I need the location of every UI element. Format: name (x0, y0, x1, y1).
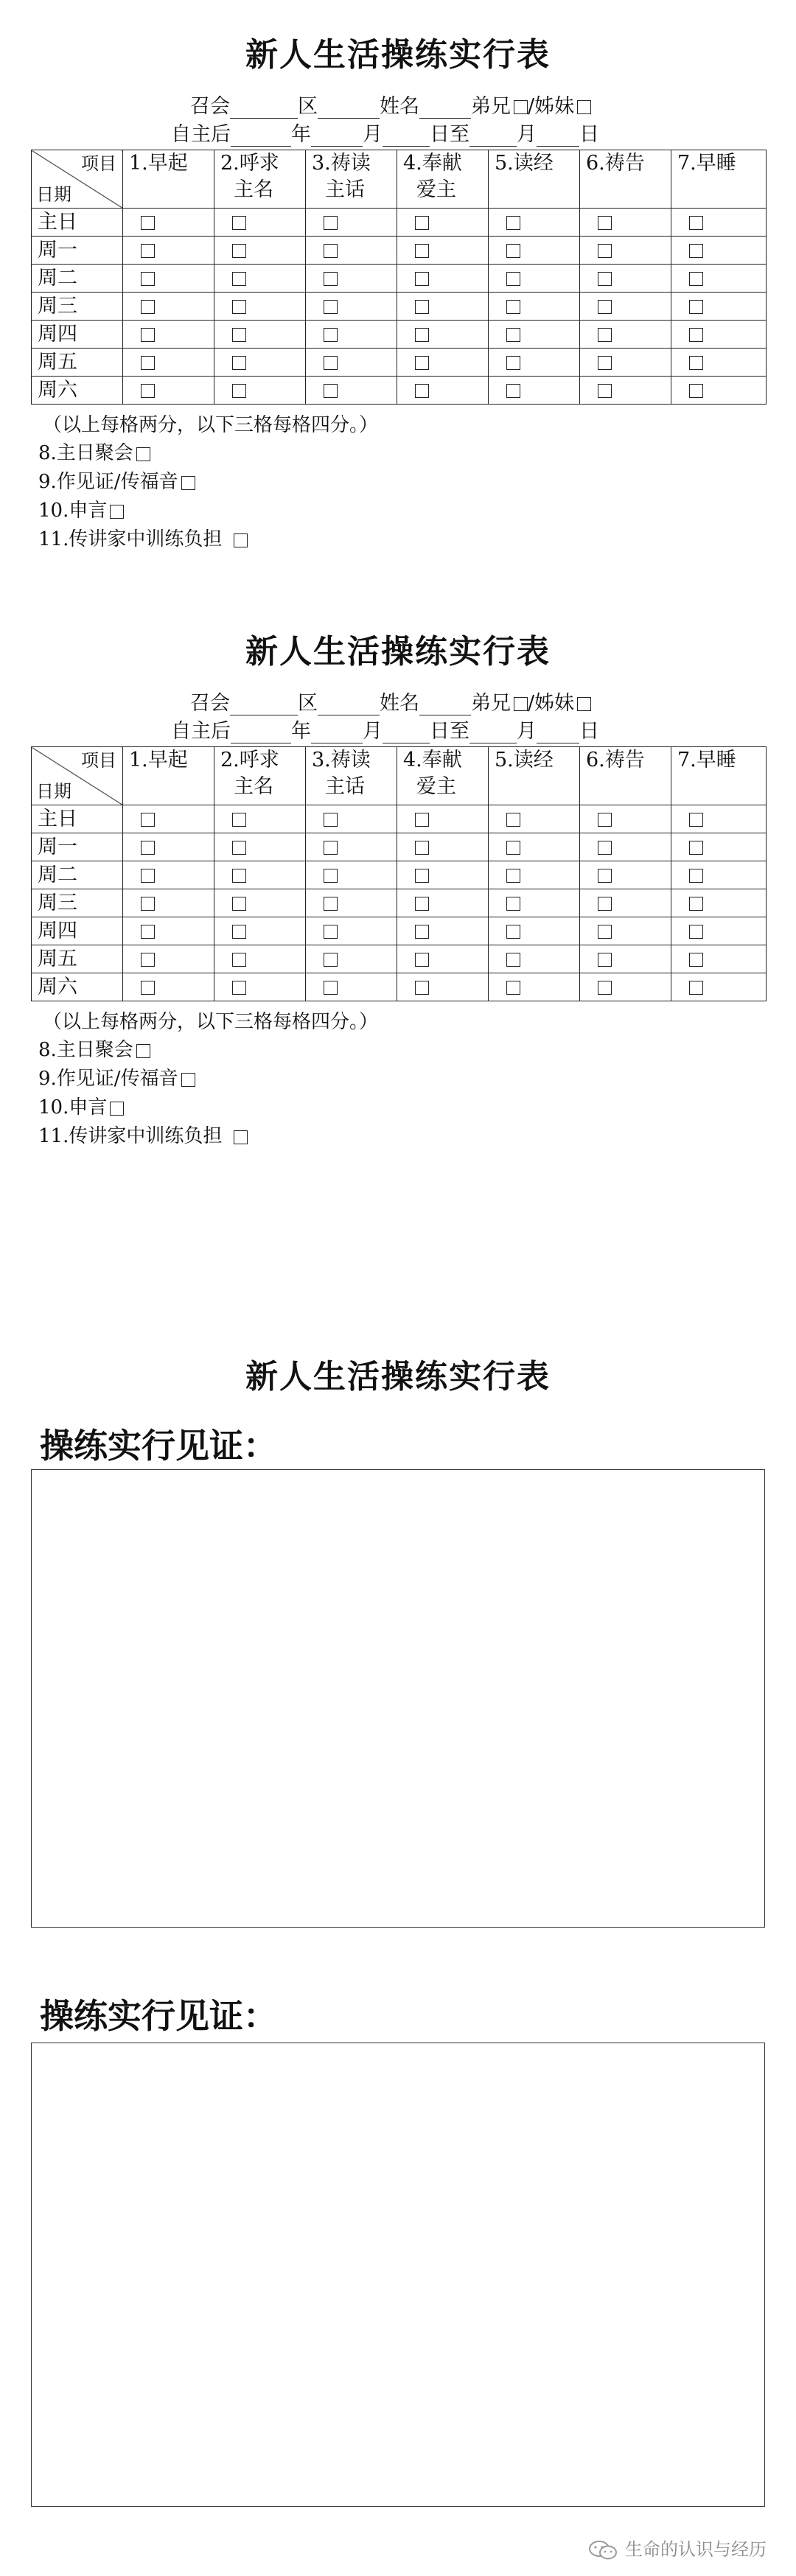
witness-page-title: 新人生活操练实行表 (245, 1358, 551, 1396)
checkbox[interactable] (232, 300, 246, 314)
checkbox[interactable] (324, 813, 338, 827)
sister-checkbox[interactable] (577, 697, 591, 711)
checkbox[interactable] (232, 272, 246, 286)
extra-item: 10.申言 (38, 495, 124, 522)
day-label: 周二 (32, 265, 123, 293)
checkbox[interactable] (415, 813, 429, 827)
brother-checkbox[interactable] (514, 100, 528, 114)
checkbox[interactable] (141, 356, 155, 370)
checkbox[interactable] (232, 841, 246, 855)
table-row (32, 209, 767, 237)
checkbox[interactable] (232, 953, 246, 967)
checkbox[interactable] (141, 953, 155, 967)
extra-item: 11.传讲家中训练负担 (38, 1121, 248, 1148)
practice-table-2 (31, 746, 767, 1001)
checkbox[interactable] (232, 216, 246, 230)
checkbox[interactable] (415, 869, 429, 883)
checkbox[interactable] (324, 981, 338, 995)
checkbox[interactable] (324, 216, 338, 230)
checkbox[interactable] (689, 384, 703, 398)
day-label: 主日 (32, 805, 123, 833)
checkbox[interactable] (598, 300, 612, 314)
checkbox[interactable] (232, 328, 246, 342)
checkbox[interactable] (415, 953, 429, 967)
table-row (32, 293, 767, 321)
checkbox[interactable] (110, 1102, 124, 1116)
checkbox[interactable] (506, 300, 520, 314)
header-cell: 1.早起 (123, 150, 214, 209)
checkbox[interactable] (506, 925, 520, 939)
checkbox[interactable] (141, 925, 155, 939)
checkbox[interactable] (324, 841, 338, 855)
wechat-icon (588, 2540, 618, 2561)
header-cell: 6.祷告 (580, 747, 671, 805)
header-cell: 5.读经 (489, 150, 580, 209)
checkbox[interactable] (415, 925, 429, 939)
checkbox[interactable] (689, 813, 703, 827)
checkbox[interactable] (598, 328, 612, 342)
checkbox[interactable] (324, 300, 338, 314)
checkbox[interactable] (598, 356, 612, 370)
checkbox[interactable] (324, 356, 338, 370)
header-cell: 2.呼求 主名 (214, 150, 306, 209)
checkbox[interactable] (141, 216, 155, 230)
checkbox[interactable] (506, 384, 520, 398)
table-row (32, 237, 767, 265)
scoring-note: （以上每格两分，以下三格每格四分。） (43, 1011, 379, 1033)
checkbox[interactable] (689, 356, 703, 370)
checkbox[interactable] (141, 244, 155, 258)
checkbox[interactable] (415, 897, 429, 911)
checkbox[interactable] (324, 328, 338, 342)
checkbox[interactable] (598, 244, 612, 258)
header-cell: 6.祷告 (580, 150, 671, 209)
table-row (32, 973, 767, 1001)
table-row (32, 349, 767, 377)
header-cell: 4.奉献 爱主 (397, 150, 489, 209)
witness-box-2[interactable] (31, 2043, 765, 2507)
table-row (32, 805, 767, 833)
checkbox[interactable] (181, 1073, 195, 1087)
checkbox[interactable] (232, 384, 246, 398)
day-label: 周二 (32, 861, 123, 889)
checkbox[interactable] (415, 244, 429, 258)
checkbox[interactable] (232, 244, 246, 258)
checkbox[interactable] (136, 447, 150, 461)
checkbox[interactable] (141, 384, 155, 398)
checkbox[interactable] (598, 925, 612, 939)
checkbox[interactable] (324, 897, 338, 911)
header-cell: 7.早睡 (671, 150, 767, 209)
checkbox[interactable] (689, 244, 703, 258)
extra-item: 9.作见证/传福音 (38, 1063, 195, 1091)
info-line-1: 召会 区 姓名 弟兄 /姊妹 (190, 90, 591, 119)
checkbox[interactable] (141, 981, 155, 995)
checkbox[interactable] (324, 384, 338, 398)
checkbox[interactable] (689, 300, 703, 314)
header-cell: 1.早起 (123, 747, 214, 805)
checkbox[interactable] (136, 1044, 150, 1058)
checkbox[interactable] (110, 505, 124, 519)
checkbox[interactable] (689, 216, 703, 230)
witness-label-2: 操练实行见证： (40, 1996, 277, 2036)
info-line-1: 召会 区 姓名 弟兄 /姊妹 (190, 687, 591, 715)
checkbox[interactable] (689, 925, 703, 939)
checkbox[interactable] (415, 841, 429, 855)
checkbox[interactable] (598, 869, 612, 883)
checkbox[interactable] (506, 244, 520, 258)
checkbox[interactable] (324, 244, 338, 258)
checkbox[interactable] (506, 897, 520, 911)
checkbox[interactable] (232, 897, 246, 911)
checkbox[interactable] (689, 981, 703, 995)
checkbox[interactable] (141, 300, 155, 314)
checkbox[interactable] (506, 869, 520, 883)
extra-item: 10.申言 (38, 1092, 124, 1119)
day-label: 周一 (32, 833, 123, 861)
day-label: 周五 (32, 349, 123, 377)
checkbox[interactable] (598, 981, 612, 995)
header-cell: 2.呼求 主名 (214, 747, 306, 805)
checkbox[interactable] (598, 953, 612, 967)
checkbox[interactable] (232, 981, 246, 995)
extra-item: 8.主日聚会 (38, 1035, 150, 1062)
checkbox[interactable] (598, 384, 612, 398)
checkbox[interactable] (506, 981, 520, 995)
checkbox[interactable] (232, 813, 246, 827)
checkbox[interactable] (415, 356, 429, 370)
header-cell: 3.祷读 主话 (306, 150, 397, 209)
checkbox[interactable] (689, 869, 703, 883)
checkbox[interactable] (324, 953, 338, 967)
day-label: 主日 (32, 209, 123, 237)
checkbox[interactable] (141, 897, 155, 911)
checkbox[interactable] (324, 272, 338, 286)
checkbox[interactable] (324, 925, 338, 939)
checkbox[interactable] (506, 953, 520, 967)
day-label: 周一 (32, 237, 123, 265)
header-cell: 5.读经 (489, 747, 580, 805)
checkbox[interactable] (689, 841, 703, 855)
checkbox[interactable] (234, 1130, 248, 1144)
info-line-2: 自主后 年 月 日至 月 日 (171, 720, 599, 743)
info-line-2: 自主后 年 月 日至 月 日 (171, 123, 599, 146)
checkbox[interactable] (324, 869, 338, 883)
table-row (32, 917, 767, 945)
header-cell: 7.早睡 (671, 747, 767, 805)
header-cell: 3.祷读 主话 (306, 747, 397, 805)
extra-item: 9.作见证/传福音 (38, 466, 195, 494)
checkbox[interactable] (689, 328, 703, 342)
table-row (32, 833, 767, 861)
witness-box-1[interactable] (31, 1469, 765, 1928)
witness-label-1: 操练实行见证： (40, 1426, 277, 1466)
table-row (32, 377, 767, 405)
form-title-1: 新人生活操练实行表 (245, 36, 551, 74)
checkbox[interactable] (506, 272, 520, 286)
table-row (32, 861, 767, 889)
checkbox[interactable] (181, 476, 195, 490)
extra-item: 8.主日聚会 (38, 438, 150, 465)
table-row (32, 321, 767, 349)
day-label: 周四 (32, 917, 123, 945)
table-row (32, 889, 767, 917)
checkbox[interactable] (506, 813, 520, 827)
day-label: 周三 (32, 889, 123, 917)
table-row (32, 945, 767, 973)
checkbox[interactable] (598, 216, 612, 230)
day-label: 周四 (32, 321, 123, 349)
day-label: 周六 (32, 377, 123, 405)
checkbox[interactable] (598, 897, 612, 911)
checkbox[interactable] (689, 272, 703, 286)
table-row (32, 265, 767, 293)
checkbox[interactable] (232, 869, 246, 883)
checkbox[interactable] (141, 272, 155, 286)
checkbox[interactable] (234, 533, 248, 547)
checkbox[interactable] (415, 272, 429, 286)
checkbox[interactable] (415, 328, 429, 342)
brother-checkbox[interactable] (514, 697, 528, 711)
scoring-note: （以上每格两分，以下三格每格四分。） (43, 414, 379, 436)
checkbox[interactable] (232, 356, 246, 370)
checkbox[interactable] (415, 384, 429, 398)
sister-checkbox[interactable] (577, 100, 591, 114)
checkbox[interactable] (141, 328, 155, 342)
day-label: 周六 (32, 973, 123, 1001)
checkbox[interactable] (232, 925, 246, 939)
day-label: 周五 (32, 945, 123, 973)
form-title-2: 新人生活操练实行表 (245, 633, 551, 671)
corner-cell: 项目 日期 (32, 150, 123, 209)
checkbox[interactable] (415, 981, 429, 995)
checkbox[interactable] (689, 953, 703, 967)
checkbox[interactable] (506, 356, 520, 370)
checkbox[interactable] (598, 272, 612, 286)
checkbox[interactable] (415, 300, 429, 314)
checkbox[interactable] (689, 897, 703, 911)
checkbox[interactable] (598, 841, 612, 855)
checkbox[interactable] (415, 216, 429, 230)
checkbox[interactable] (506, 216, 520, 230)
practice-table-1 (31, 150, 767, 405)
checkbox[interactable] (141, 869, 155, 883)
checkbox[interactable] (506, 841, 520, 855)
footer-watermark: 生命的认识与经历 (588, 2535, 767, 2561)
checkbox[interactable] (141, 841, 155, 855)
checkbox[interactable] (598, 813, 612, 827)
extra-item: 11.传讲家中训练负担 (38, 524, 248, 551)
header-cell: 4.奉献 爱主 (397, 747, 489, 805)
checkbox[interactable] (506, 328, 520, 342)
day-label: 周三 (32, 293, 123, 321)
corner-cell: 项目 日期 (32, 747, 123, 805)
checkbox[interactable] (141, 813, 155, 827)
